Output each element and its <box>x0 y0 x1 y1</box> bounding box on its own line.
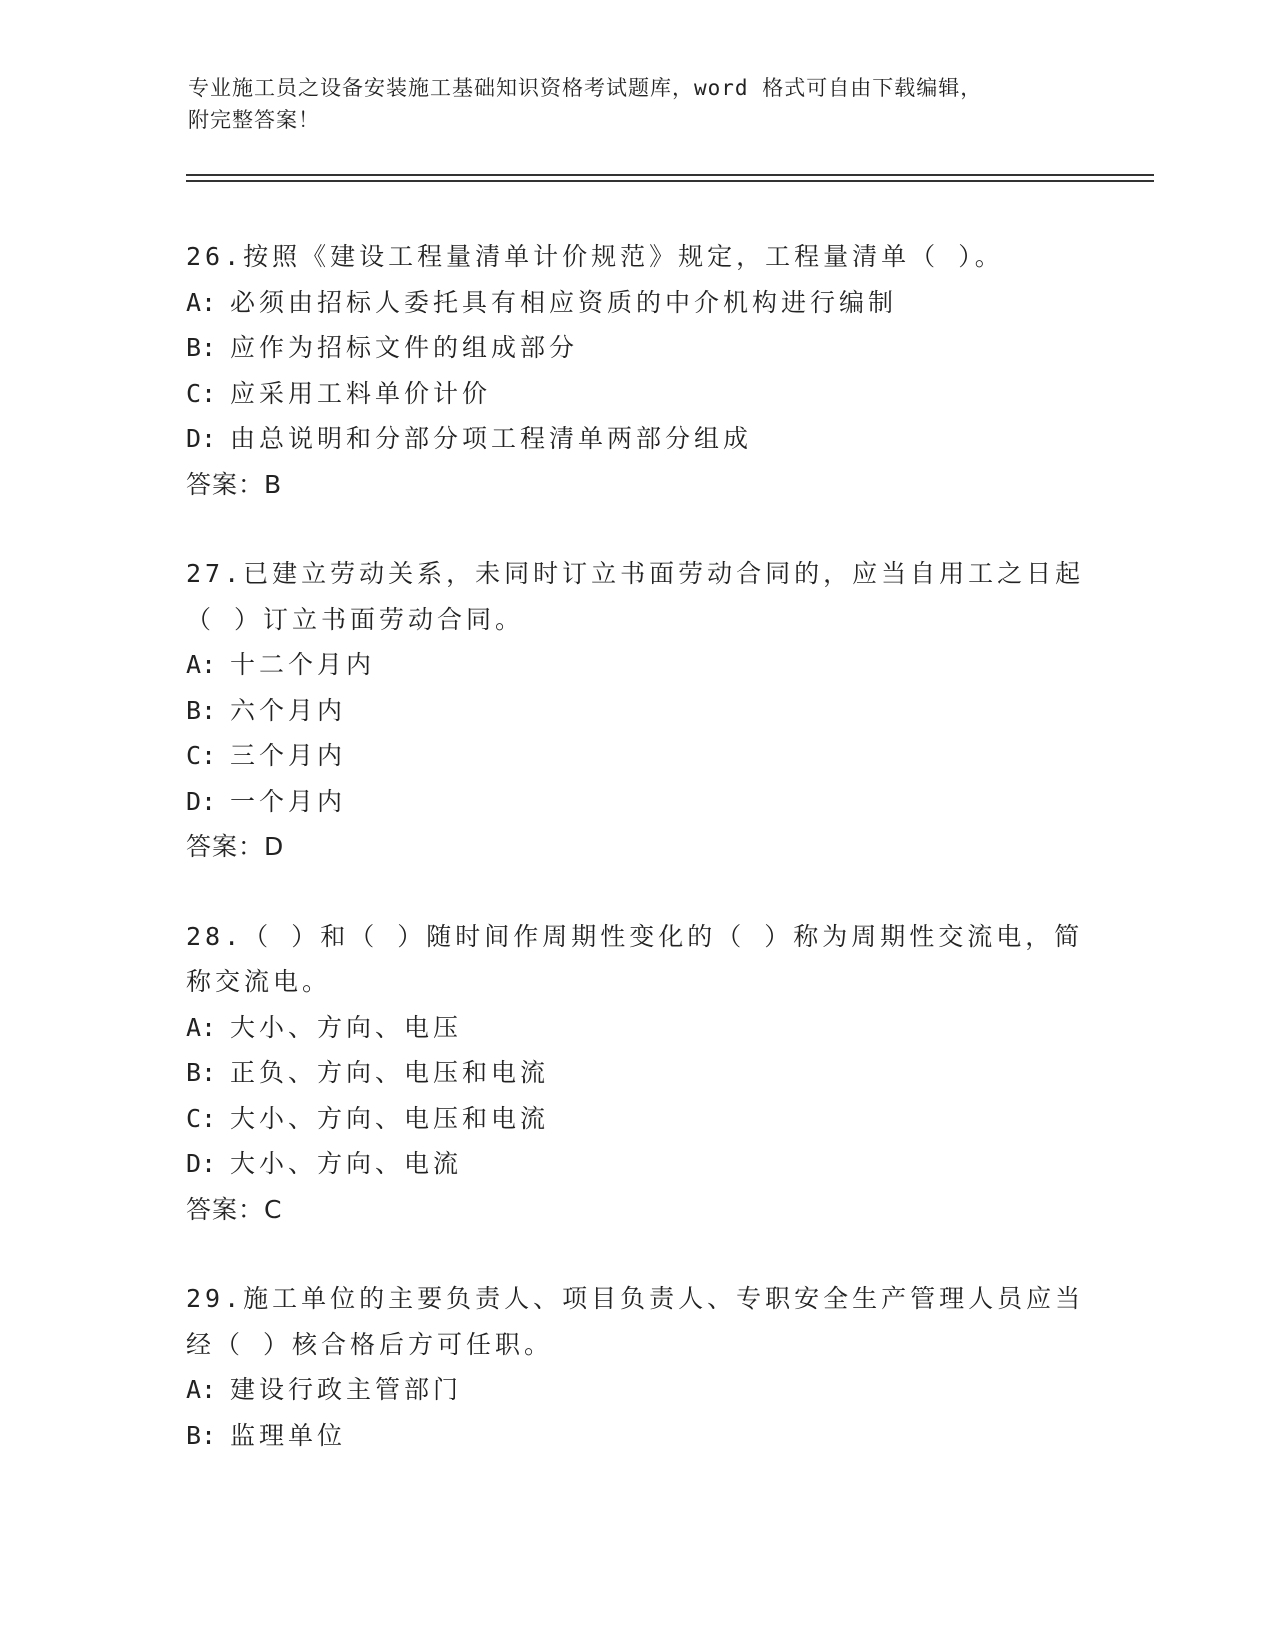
header-line-1: 专业施工员之设备安装施工基础知识资格考试题库，word 格式可自由下载编辑， <box>188 76 983 100</box>
option-key: C: <box>186 378 217 408</box>
answer-option <box>186 1096 1086 1142</box>
option-key: A: <box>186 650 217 679</box>
option-key: D: <box>186 1149 217 1178</box>
option-text: 必须由招标人委托具有相应资质的中介机构进行编制 <box>230 287 898 317</box>
question-stem-line: 27.已建立劳动关系，未同时订立书面劳动合同的，应当自用工之日起 <box>186 559 1085 588</box>
option-key: C: <box>186 1103 217 1133</box>
option-key: B: <box>186 695 217 725</box>
answer-option <box>186 642 1086 688</box>
question-stem-line: 称交流电。 <box>186 967 332 996</box>
option-key: B: <box>186 1058 217 1087</box>
option-text: 三个月内 <box>230 741 347 770</box>
option-key: B: <box>186 1420 217 1450</box>
option-text: 建设行政主管部门 <box>230 1375 463 1404</box>
answer-option <box>186 733 1086 779</box>
answer-line: 答案：B <box>186 469 283 499</box>
question-block <box>186 914 1086 1233</box>
answer-option <box>186 1050 1086 1096</box>
question-stem-line: 28.（ ）和（ ）随时间作周期性变化的（ ）称为周期性交流电，简 <box>186 921 1084 951</box>
answer-line: 答案：C <box>186 1194 283 1224</box>
header-line-2: 附完整答案！ <box>188 108 320 132</box>
option-key: D: <box>186 424 217 453</box>
question-block <box>186 234 1086 507</box>
question-block <box>186 1276 1086 1458</box>
option-key: D: <box>186 786 217 816</box>
question-list <box>186 234 1086 1502</box>
option-text: 应作为招标文件的组成部分 <box>230 333 579 362</box>
question-stem-line: 29.施工单位的主要负责人、项目负责人、专职安全生产管理人员应当 <box>186 1284 1085 1313</box>
answer-option <box>186 1367 1086 1413</box>
option-text: 一个月内 <box>230 786 347 816</box>
question-stem-line: 26.按照《建设工程量清单计价规范》规定，工程量清单（ ）。 <box>186 242 1004 271</box>
answer-option <box>186 325 1086 371</box>
answer-option <box>186 1413 1086 1459</box>
option-key: A: <box>186 287 217 317</box>
option-text: 由总说明和分部分项工程清单两部分组成 <box>230 424 753 453</box>
option-text: 大小、方向、电压 <box>230 1012 463 1042</box>
option-text: 大小、方向、电流 <box>230 1149 463 1178</box>
answer-line: 答案：D <box>186 832 285 861</box>
answer-option <box>186 371 1086 417</box>
option-text: 大小、方向、电压和电流 <box>230 1103 550 1133</box>
option-text: 十二个月内 <box>230 650 376 679</box>
answer-option <box>186 280 1086 326</box>
option-key: B: <box>186 333 217 362</box>
option-text: 正负、方向、电压和电流 <box>230 1058 550 1087</box>
answer-option <box>186 416 1086 462</box>
option-key: C: <box>186 741 217 770</box>
option-text: 六个月内 <box>230 695 347 725</box>
question-stem-line: （ ）订立书面劳动合同。 <box>186 604 525 634</box>
option-key: A: <box>186 1375 217 1404</box>
document-header <box>188 72 1088 136</box>
header-divider-top <box>186 174 1154 176</box>
option-key: A: <box>186 1012 217 1042</box>
answer-option <box>186 1141 1086 1187</box>
option-text: 应采用工料单价计价 <box>230 378 492 408</box>
header-divider-bottom <box>186 180 1154 182</box>
question-block <box>186 551 1086 870</box>
answer-option <box>186 1005 1086 1051</box>
option-text: 监理单位 <box>230 1420 347 1450</box>
question-stem-line: 经（ ）核合格后方可任职。 <box>186 1329 554 1359</box>
answer-option <box>186 688 1086 734</box>
answer-option <box>186 779 1086 825</box>
